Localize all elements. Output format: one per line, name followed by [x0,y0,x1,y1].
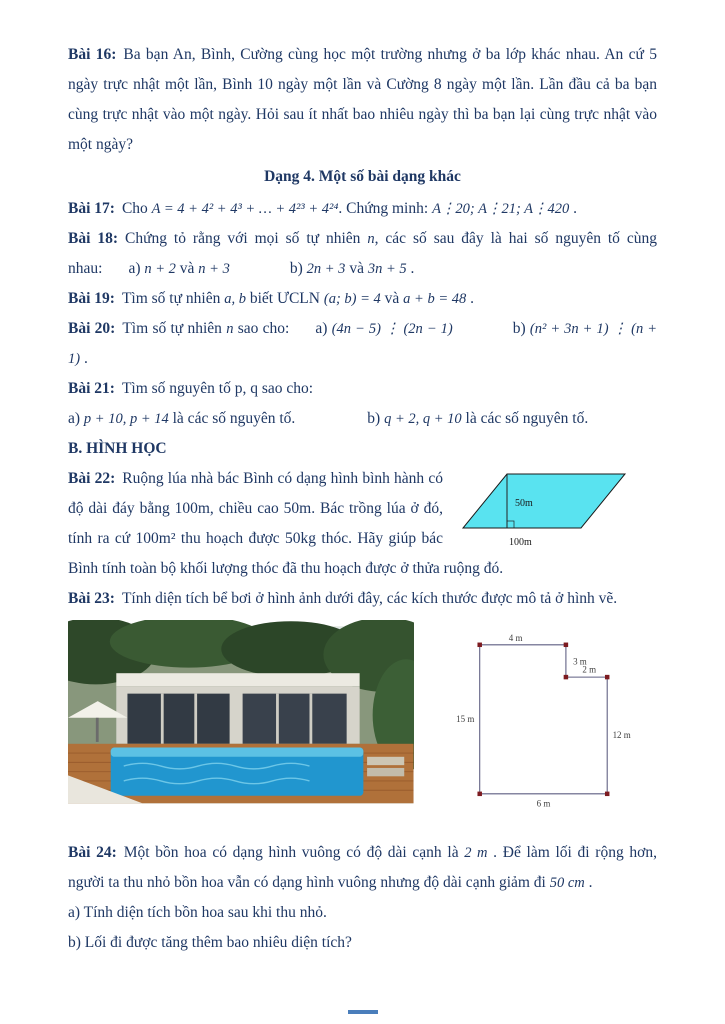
dim-step-vertical: 3 m [572,656,587,667]
problem-19-label: Bài 19: [68,290,115,307]
text-run: . [80,350,88,367]
problem-24-item-b: b) Lối đi được tăng thêm bao nhiêu diện tích? [68,934,352,951]
problem-17-label: Bài 17: [68,200,115,217]
section-b-heading: B. HÌNH HỌC [68,440,167,457]
pool-diagram [442,624,657,820]
text-run: và [380,290,404,307]
math-run: 50 cm [549,875,585,891]
text-run: sao cho: [233,320,290,337]
problem-24-item-a: a) Tính diện tích bồn hoa sau khi thu nhỏ. [68,904,327,921]
text-run: Chứng tỏ rằng với mọi số tự nhiên [125,230,368,247]
math-run: 3n + 5 [367,261,407,277]
text-run: , các số sau đây là hai số nguyên tố cùng [374,230,658,247]
parallelogram-figure [457,466,657,552]
problem-19 [68,284,657,314]
text-run: b) [367,410,385,427]
problem-19-text [122,290,474,307]
text-run: b) [512,320,530,337]
text-run: biết ƯCLN [245,290,324,307]
problem-24-text [68,844,657,891]
text-run: nhau: [68,260,103,277]
problem-21-label: Bài 21: [68,380,115,397]
house [116,673,359,744]
problem-23-figures [68,620,657,820]
math-run: a + b = 48 [403,291,467,307]
math-run: A = 4 + 4² + 4³ + … + 4²³ + 4²⁴ [151,201,339,217]
problem-21-text [122,380,313,397]
text-run: a) [315,320,332,337]
text-run: Cho [121,200,152,217]
text-run: Ruộng lúa nhà bác Bình có dạng hình bình hành có độ dài đáy bằng 100m, chiều cao 50m. Bác trồng lúa ở đó, tính ra cứ 100m² thu hoạch được 50kg thóc. Hãy giúp bác Bình tính toàn bộ khối lượng thóc đã thu hoạch được ở thửa ruộng đó. [68,470,504,577]
dim-bottom: 6 m [536,798,550,809]
pool-photo [68,620,414,810]
problem-16 [68,40,657,160]
text-run: . [584,874,593,891]
dim-top: 4 m [508,633,522,644]
problem-18-line1 [68,224,657,254]
math-run: n + 2 [144,261,176,277]
problem-22-text [68,470,503,577]
text-run: Tìm số tự nhiên [122,320,227,337]
dim-right: 12 m [612,730,631,741]
math-run: p + 10, p + 14 [83,411,169,427]
text-run: . [466,290,474,307]
problem-23 [68,584,657,614]
text-run: là các số nguyên tố. [168,410,296,427]
text-run: a) [128,260,145,277]
dim-step-horizontal: 2 m [581,664,596,675]
problem-16-label: Bài 16: [68,46,117,63]
problem-20 [68,314,657,374]
base-label: 100m [509,537,532,548]
problem-23-text [122,590,617,607]
text-run: Tìm số tự nhiên [121,290,225,307]
math-run: n [226,321,234,337]
text-run: . [569,200,578,217]
text-run: b) [289,260,307,277]
text-run: và [345,260,368,277]
parallelogram-svg [457,466,657,552]
dim-left: 15 m [455,714,474,724]
math-run: n + 3 [198,261,230,277]
problem-18-label: Bài 18: [68,230,118,247]
math-run: (4n − 5) ⋮ (2n − 1) [331,321,453,337]
text-run: là các số nguyên tố. [461,410,589,427]
math-run: a, b [224,291,246,307]
math-run: A⋮20; A⋮21; A⋮420 [432,201,570,217]
text-run: . [406,260,415,277]
problem-23-label: Bài 23: [68,590,115,607]
problem-22-label: Bài 22: [68,470,116,487]
math-run: 2 m [464,845,488,861]
problem-18-text [125,230,657,247]
page-footer-mark [348,1010,378,1014]
math-run: (n² + 3n + 1) ⋮ (n + 1) [68,321,658,367]
problem-20-label: Bài 20: [68,320,116,337]
text-run: . Để làm lối đi rộng hơn, người ta thu nhỏ bồn hoa vẫn có dạng hình vuông nhưng độ dài cạnh giảm đi [68,844,657,891]
height-label: 50m [515,498,533,509]
text-run: . Chứng minh: [338,200,433,217]
math-run: (a; b) = 4 [323,291,381,307]
math-run: q + 2, q + 10 [384,411,462,427]
text-run: và [175,260,199,277]
problem-20-text [68,320,657,367]
math-run: 2n + 3 [306,261,346,277]
math-run: n [367,231,375,247]
problem-17 [68,194,657,224]
text-run: Ba bạn An, Bình, Cường cùng học một trường nhưng ở ba lớp khác nhau. An cứ 5 ngày trực nhật một lần, Bình 10 ngày một lần và Cường 8 ngày một lần. Lần đầu cả ba bạn cùng trực nhật vào một ngày. Hỏi sau ít nhất bao nhiêu ngày thì ba bạn lại cùng trực nhật vào một ngày? [68,46,657,153]
heading-dang-4: Dạng 4. Một số bài dạng khác [264,168,461,185]
problem-21-line1 [68,374,657,404]
problem-24 [68,838,657,898]
problem-21-line2 [68,404,657,434]
pool-water [111,748,364,796]
text-run: Tính diện tích bể bơi ở hình ảnh dưới đây, các kích thước được mô tả ở hình vẽ. [121,590,618,607]
problem-16-text [68,46,657,153]
problem-22 [68,464,657,584]
text-run: Tìm số nguyên tố p, q sao cho: [121,380,314,397]
parallelogram-shape [463,474,625,528]
problem-17-text [122,200,577,217]
problem-18-line2 [68,254,657,284]
text-run: a) [68,410,84,427]
problem-24-label: Bài 24: [68,844,117,861]
text-run: Một bồn hoa có dạng hình vuông có độ dài cạnh là [123,844,465,861]
